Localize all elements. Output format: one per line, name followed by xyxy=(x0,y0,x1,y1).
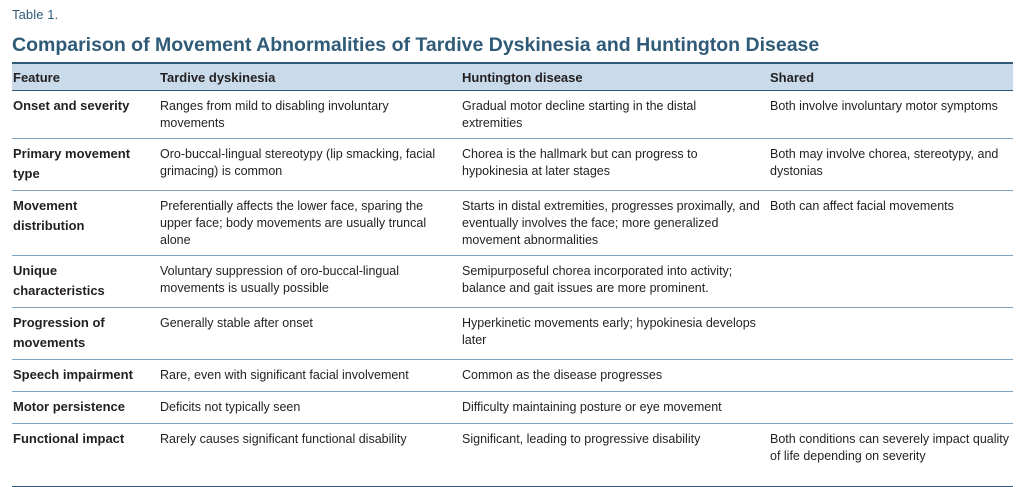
shared-cell xyxy=(760,308,1013,360)
shared-cell xyxy=(760,360,1013,392)
huntington-disease-cell: Difficulty maintaining posture or eye movement xyxy=(452,392,760,424)
shared-cell: Both conditions can severely impact quality of life depending on severity xyxy=(760,424,1013,487)
table-row xyxy=(12,308,1013,360)
tardive-dyskinesia-cell: Ranges from mild to disabling involuntary movements xyxy=(151,91,452,139)
shared-cell: Both can affect facial movements xyxy=(760,191,1013,256)
feature-cell: Movement distribution xyxy=(12,191,151,256)
feature-cell: Primary movement type xyxy=(12,139,151,191)
table-row xyxy=(12,91,1013,139)
feature-cell: Onset and severity xyxy=(12,91,151,139)
table-title: Comparison of Movement Abnormalities of Tardive Dyskinesia and Huntington Disease xyxy=(12,34,820,56)
table-row xyxy=(12,256,1013,308)
feature-cell: Motor persistence xyxy=(12,392,151,424)
table-row xyxy=(12,139,1013,191)
huntington-disease-cell: Gradual motor decline starting in the distal extremities xyxy=(452,91,760,139)
header-row xyxy=(12,63,1013,91)
huntington-disease-cell: Hyperkinetic movements early; hypokinesia develops later xyxy=(452,308,760,360)
feature-cell: Progression of movements xyxy=(12,308,151,360)
feature-cell: Speech impairment xyxy=(12,360,151,392)
table-row xyxy=(12,360,1013,392)
table-row xyxy=(12,424,1013,487)
shared-cell: Both involve involuntary motor symptoms xyxy=(760,91,1013,139)
huntington-disease-cell: Chorea is the hallmark but can progress to hypokinesia at later stages xyxy=(452,139,760,191)
comparison-table xyxy=(12,62,1013,487)
huntington-disease-cell: Semipurposeful chorea incorporated into activity; balance and gait issues are more prominent. xyxy=(452,256,760,308)
feature-cell: Unique characteristics xyxy=(12,256,151,308)
table-label: Table 1. xyxy=(12,7,59,22)
tardive-dyskinesia-cell: Voluntary suppression of oro-buccal-lingual movements is usually possible xyxy=(151,256,452,308)
tardive-dyskinesia-cell: Preferentially affects the lower face, sparing the upper face; body movements are usually truncal alone xyxy=(151,191,452,256)
header-huntington-disease: Huntington disease xyxy=(452,63,760,91)
shared-cell: Both may involve chorea, stereotypy, and dystonias xyxy=(760,139,1013,191)
tardive-dyskinesia-cell: Rare, even with significant facial involvement xyxy=(151,360,452,392)
header-shared: Shared xyxy=(760,63,1013,91)
tardive-dyskinesia-cell: Generally stable after onset xyxy=(151,308,452,360)
huntington-disease-cell: Starts in distal extremities, progresses proximally, and eventually involves the face; more generalized movement abnormalities xyxy=(452,191,760,256)
table-row xyxy=(12,392,1013,424)
shared-cell xyxy=(760,392,1013,424)
tardive-dyskinesia-cell: Deficits not typically seen xyxy=(151,392,452,424)
huntington-disease-cell: Significant, leading to progressive disability xyxy=(452,424,760,487)
tardive-dyskinesia-cell: Rarely causes significant functional disability xyxy=(151,424,452,487)
tardive-dyskinesia-cell: Oro-buccal-lingual stereotypy (lip smacking, facial grimacing) is common xyxy=(151,139,452,191)
shared-cell xyxy=(760,256,1013,308)
table-row xyxy=(12,191,1013,256)
header-tardive-dyskinesia: Tardive dyskinesia xyxy=(151,63,452,91)
feature-cell: Functional impact xyxy=(12,424,151,487)
huntington-disease-cell: Common as the disease progresses xyxy=(452,360,760,392)
header-feature: Feature xyxy=(12,63,151,91)
